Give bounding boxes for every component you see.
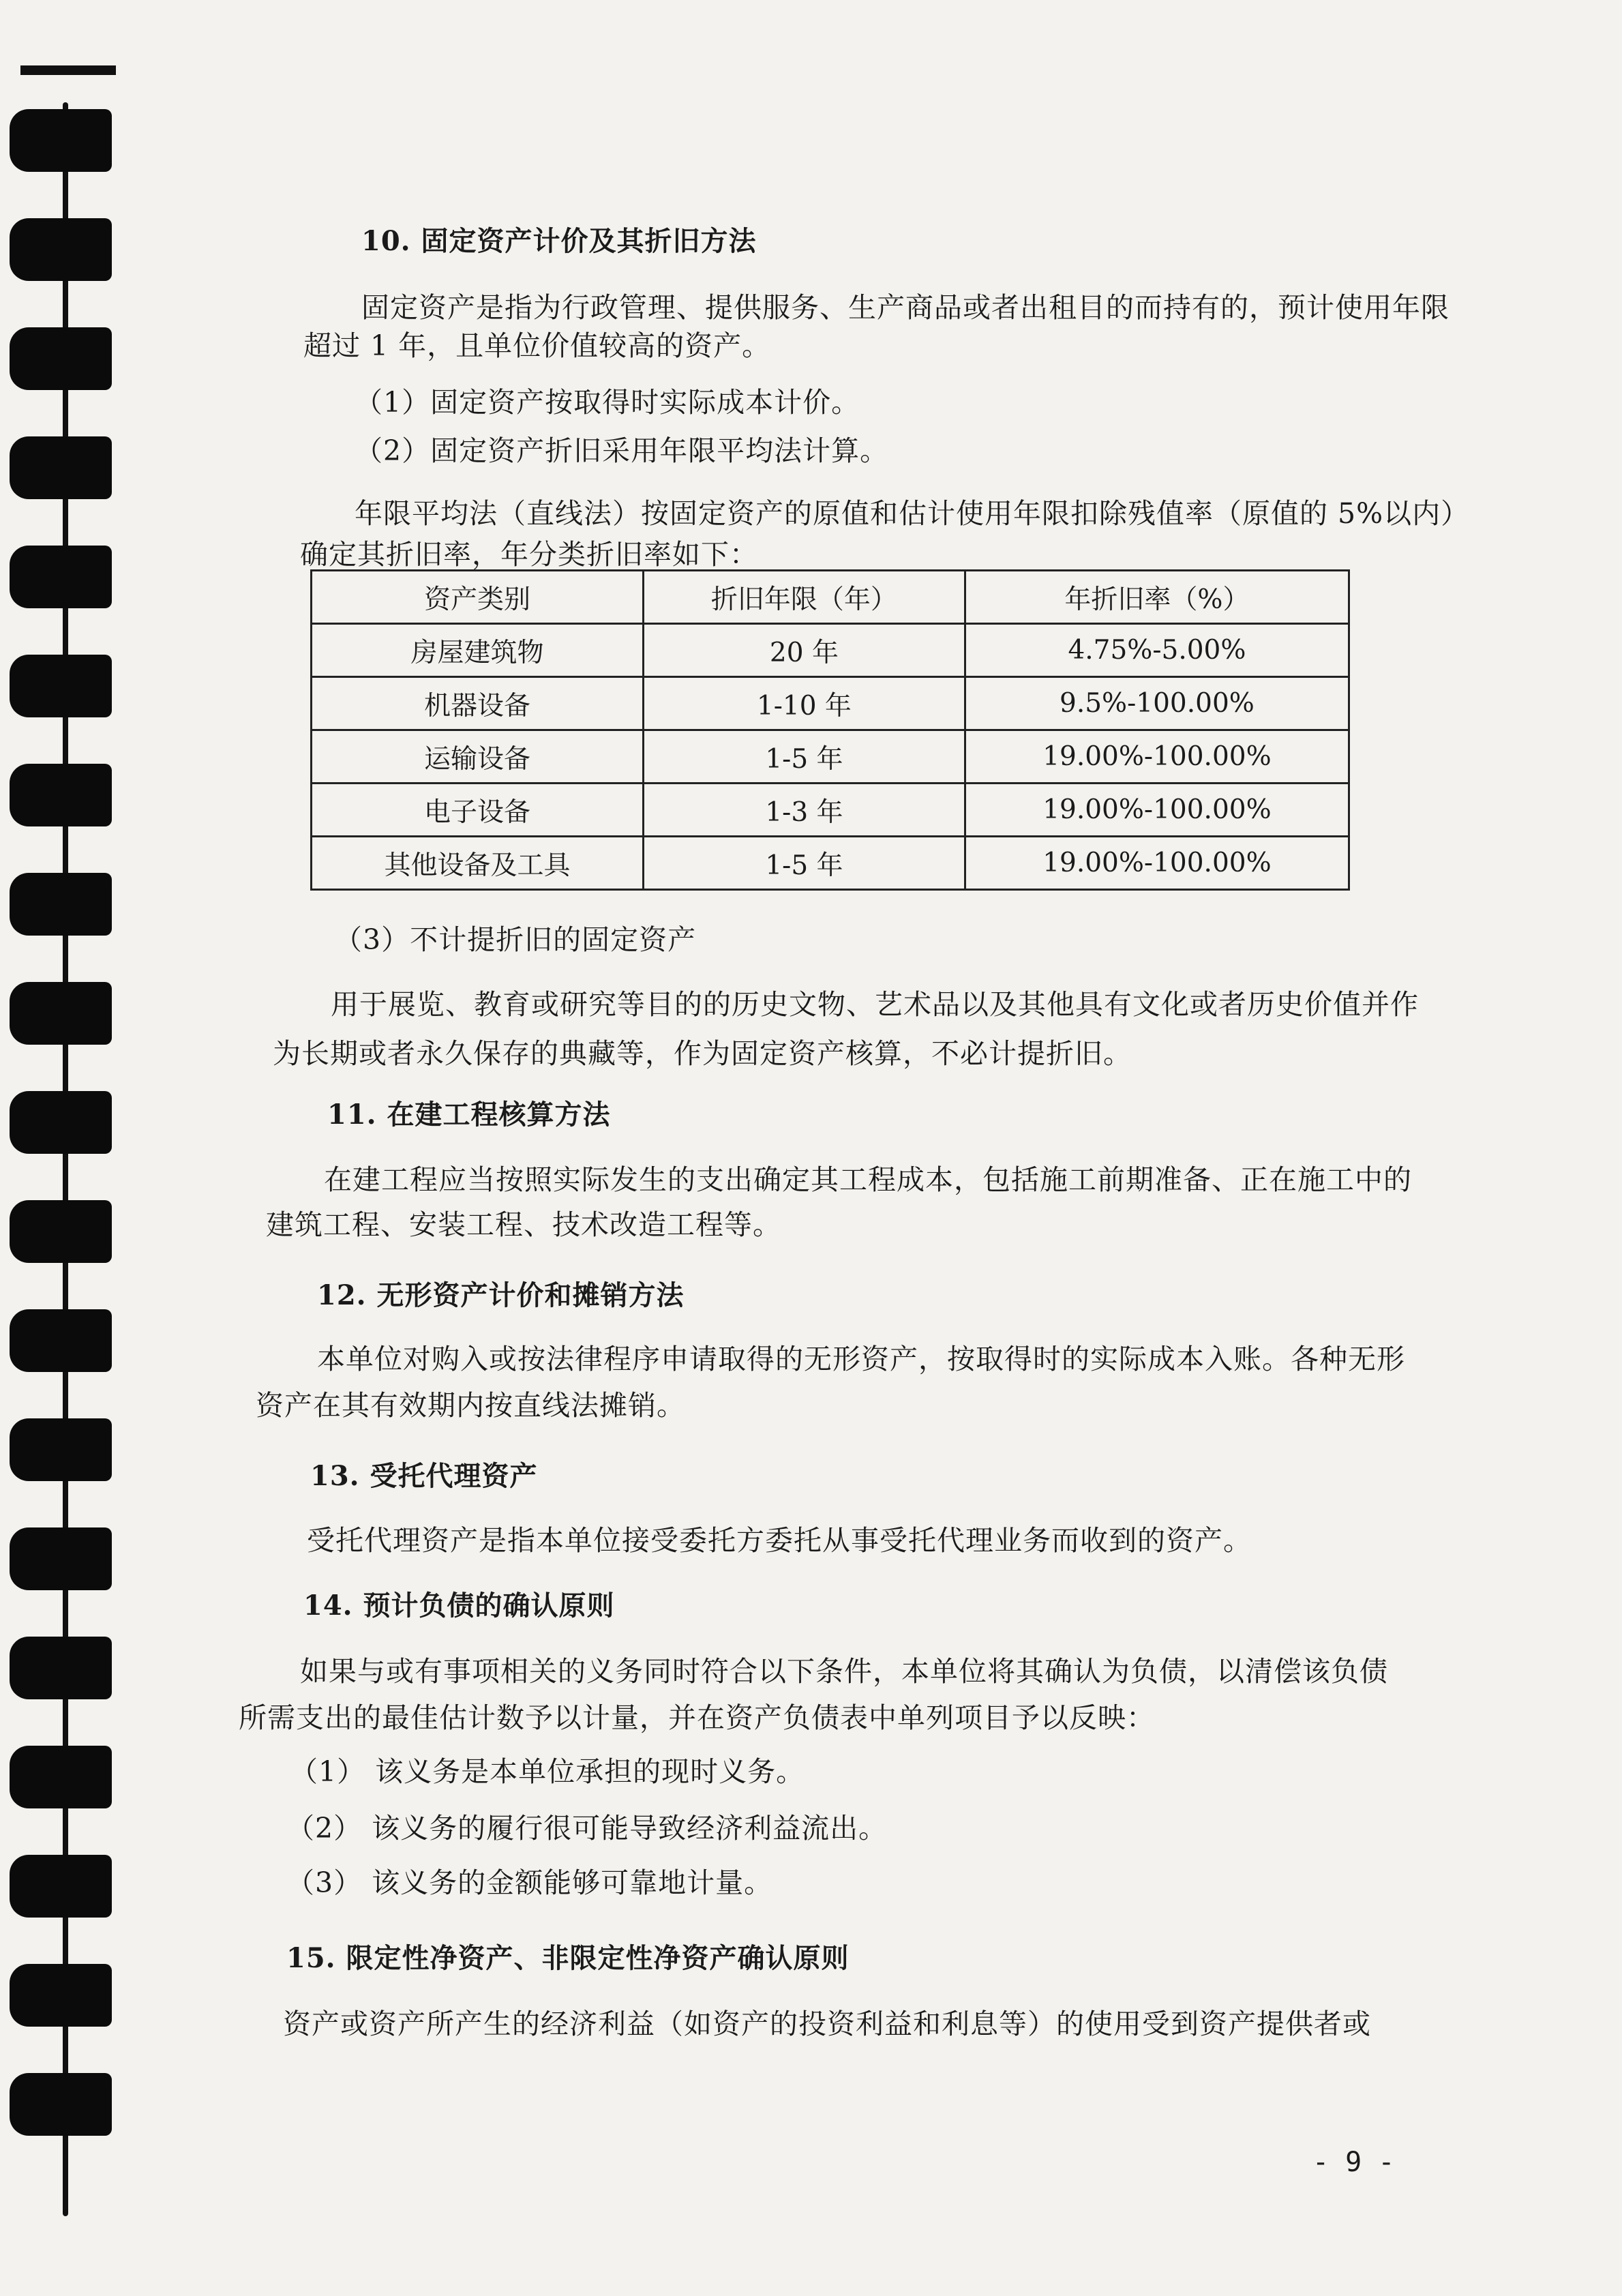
table-row xyxy=(312,837,1349,890)
section-10-paragraph-1-line-2: 超过 1 年，且单位价值较高的资产。 xyxy=(303,329,771,362)
section-12-heading: 12. 无形资产计价和摊销方法 xyxy=(317,1279,685,1311)
table-cell: 其他设备及工具 xyxy=(312,837,644,890)
section-10-item-2: （2）固定资产折旧采用年限平均法计算。 xyxy=(355,434,889,467)
section-14-item-2: （2） 该义务的履行很可能导致经济利益流出。 xyxy=(286,1812,888,1845)
section-13-heading: 13. 受托代理资产 xyxy=(310,1460,538,1492)
table-header-cell: 资产类别 xyxy=(312,571,644,624)
section-15-paragraph-line-1: 资产或资产所产生的经济利益（如资产的投资利益和利息等）的使用受到资产提供者或 xyxy=(283,2008,1371,2040)
table-row xyxy=(312,624,1349,677)
section-10-paragraph-3-line-2: 为长期或者永久保存的典藏等，作为固定资产核算，不必计提折旧。 xyxy=(273,1037,1132,1070)
table-cell: 1-5 年 xyxy=(644,730,965,784)
table-cell: 9.5%-100.00% xyxy=(965,677,1349,730)
section-12-paragraph-line-1: 本单位对购入或按法律程序申请取得的无形资产，按取得时的实际成本入账。各种无形 xyxy=(317,1343,1405,1375)
table-cell: 1-5 年 xyxy=(644,837,965,890)
page-number: - 9 - xyxy=(1312,2147,1395,2178)
section-12-paragraph-line-2: 资产在其有效期内按直线法摊销。 xyxy=(256,1389,685,1422)
section-10-paragraph-3-line-1: 用于展览、教育或研究等目的的历史文物、艺术品以及其他具有文化或者历史价值并作 xyxy=(331,988,1419,1021)
section-11-heading: 11. 在建工程核算方法 xyxy=(327,1099,611,1131)
table-cell: 房屋建筑物 xyxy=(312,624,644,677)
table-cell: 19.00%-100.00% xyxy=(965,837,1349,890)
section-14-item-1: （1） 该义务是本单位承担的现时义务。 xyxy=(290,1755,805,1788)
section-10-heading: 10. 固定资产计价及其折旧方法 xyxy=(361,225,757,257)
section-11-paragraph-line-2: 建筑工程、安装工程、技术改造工程等。 xyxy=(266,1208,781,1241)
table-row xyxy=(312,730,1349,784)
section-14-paragraph-line-2: 所需支出的最佳估计数予以计量，并在资产负债表中单列项目予以反映： xyxy=(239,1701,1155,1734)
table-cell: 4.75%-5.00% xyxy=(965,624,1349,677)
section-15-heading: 15. 限定性净资产、非限定性净资产确认原则 xyxy=(286,1942,850,1974)
table-cell: 机器设备 xyxy=(312,677,644,730)
section-14-paragraph-line-1: 如果与或有事项相关的义务同时符合以下条件，本单位将其确认为负债，以清偿该负债 xyxy=(300,1655,1388,1688)
table-cell: 电子设备 xyxy=(312,784,644,837)
table-header-row xyxy=(312,571,1349,624)
section-11-paragraph-line-1: 在建工程应当按照实际发生的支出确定其工程成本，包括施工前期准备、正在施工中的 xyxy=(324,1163,1412,1196)
table-row xyxy=(312,677,1349,730)
table-cell: 19.00%-100.00% xyxy=(965,784,1349,837)
table-cell: 1-10 年 xyxy=(644,677,965,730)
section-10-paragraph-2-line-2: 确定其折旧率，年分类折旧率如下： xyxy=(300,538,758,571)
table-cell: 1-3 年 xyxy=(644,784,965,837)
depreciation-table xyxy=(310,569,1350,891)
section-10-item-3: （3）不计提折旧的固定资产 xyxy=(334,923,697,956)
table-header-cell: 折旧年限（年） xyxy=(644,571,965,624)
table-cell: 19.00%-100.00% xyxy=(965,730,1349,784)
table-cell: 20 年 xyxy=(644,624,965,677)
section-10-paragraph-1-line-1: 固定资产是指为行政管理、提供服务、生产商品或者出租目的而持有的，预计使用年限 xyxy=(361,291,1450,324)
table-header-cell: 年折旧率（%） xyxy=(965,571,1349,624)
section-10-item-1: （1）固定资产按取得时实际成本计价。 xyxy=(355,386,860,419)
section-14-item-3: （3） 该义务的金额能够可靠地计量。 xyxy=(286,1866,773,1899)
table-cell: 运输设备 xyxy=(312,730,644,784)
section-10-paragraph-2-line-1: 年限平均法（直线法）按固定资产的原值和估计使用年限扣除残值率（原值的 5%以内） xyxy=(355,497,1470,530)
table-row xyxy=(312,784,1349,837)
section-13-paragraph-line-1: 受托代理资产是指本单位接受委托方委托从事受托代理业务而收到的资产。 xyxy=(307,1524,1252,1557)
section-14-heading: 14. 预计负债的确认原则 xyxy=(303,1590,615,1622)
